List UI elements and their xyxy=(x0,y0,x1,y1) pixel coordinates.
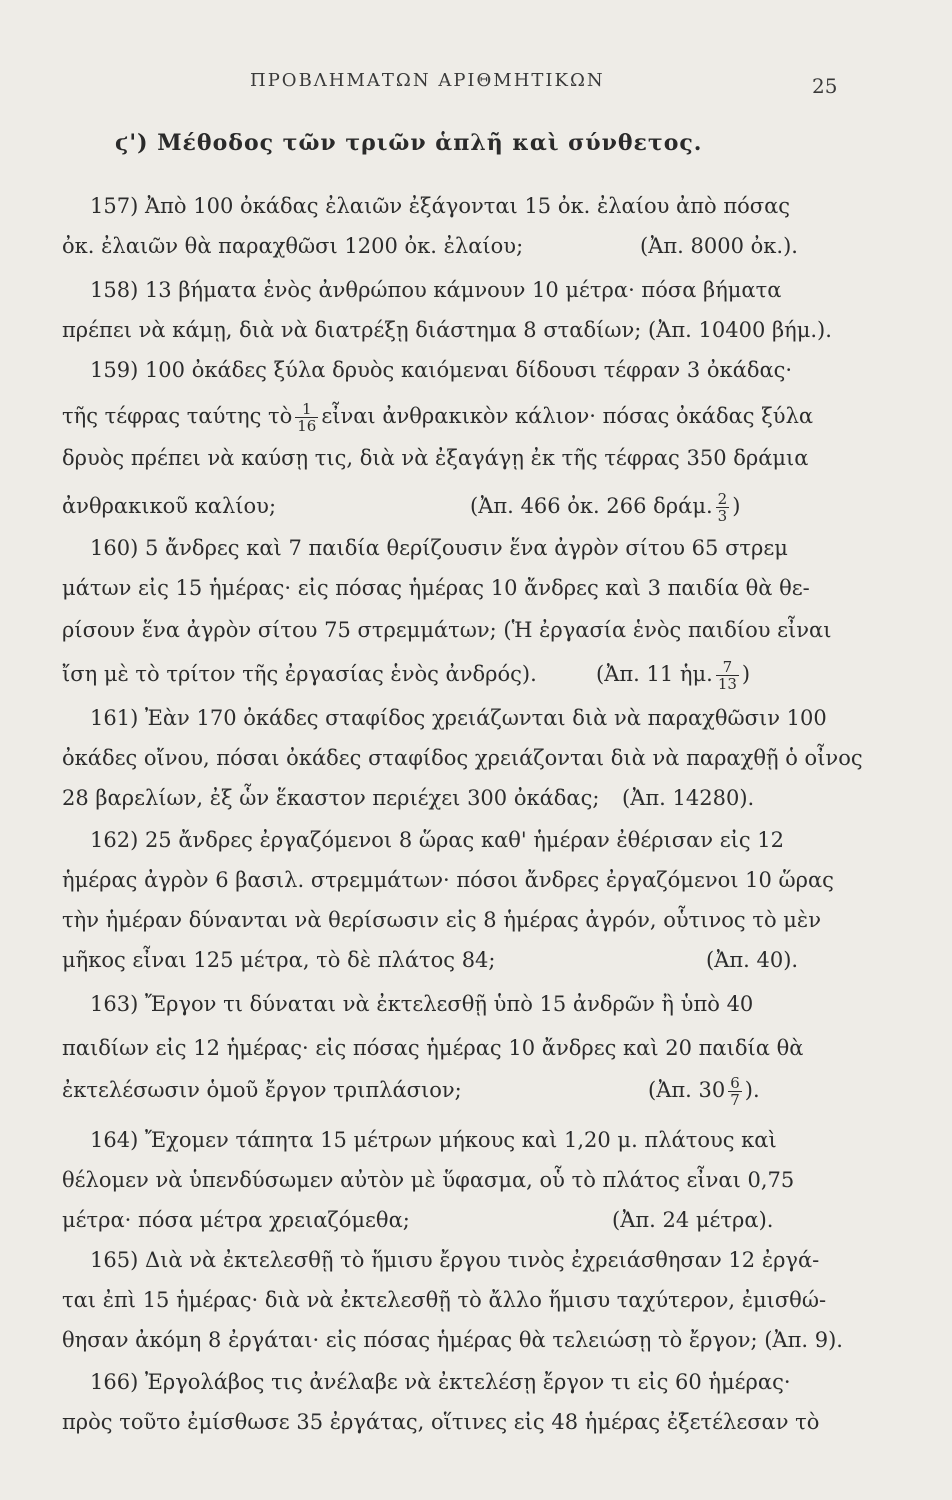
text-line xyxy=(0,228,952,264)
line-text: δρυὸς πρέπει νὰ καύσῃ τις, διὰ νὰ ἐξαγάγῃ ἐκ τῆς τέφρας 350 δράμια xyxy=(62,446,809,470)
line-text: ὀκ. ἐλαιῶν θὰ παραχθῶσι 1200 ὀκ. ἐλαίου; xyxy=(62,234,524,258)
fraction-numerator: 7 xyxy=(716,659,739,676)
text-line xyxy=(0,1282,952,1318)
line-text: παιδίων εἰς 12 ἡμέρας· εἰς πόσας ἡμέρας 10 ἄνδρες καὶ 20 παιδία θὰ xyxy=(62,1036,804,1060)
line-text: 166) Ἐργολάβος τις ἀνέλαβε νὰ ἐκτελέσῃ ἔργον τι εἰς 60 ἡμέρας· xyxy=(90,1370,791,1394)
answer-text: (Ἀπ. 8000 ὀκ.). xyxy=(640,234,798,258)
line-text: θησαν ἀκόμη 8 ἐργάται· εἰς πόσας ἡμέρας θὰ τελειώσῃ τὸ ἔργον; (Ἀπ. 9). xyxy=(62,1328,843,1352)
text-line xyxy=(0,488,952,524)
fraction-denominator: 3 xyxy=(717,507,728,525)
inline-fraction xyxy=(295,401,318,434)
fraction-denominator: 7 xyxy=(730,1091,740,1109)
line-text: πρέπει νὰ κάμῃ, διὰ νὰ διατρέξῃ διάστημα 8 σταδίων; (Ἀπ. 10400 βήμ.). xyxy=(62,318,832,342)
line-text: μάτων εἰς 15 ἡμέρας· εἰς πόσας ἡμέρας 10 ἄνδρες καὶ 3 παιδία θὰ θε- xyxy=(62,576,810,600)
fraction-denominator: 13 xyxy=(717,675,737,693)
line-text: 162) 25 ἄνδρες ἐργαζόμενοι 8 ὥρας καθ' ἡμέραν ἐθέρισαν εἰς 12 xyxy=(90,828,785,852)
fraction-denominator: 16 xyxy=(297,417,317,435)
page-number: 25 xyxy=(812,74,838,98)
text-line xyxy=(0,1122,952,1158)
line-text: τὴν ἡμέραν δύνανται νὰ θερίσωσιν εἰς 8 ἡμέρας ἀγρόν, οὗτινος τὸ μὲν xyxy=(62,908,821,932)
line-text: 28 βαρελίων, ἐξ ὧν ἕκαστον περιέχει 300 ὀκάδας; xyxy=(62,786,600,810)
text-line xyxy=(0,352,952,388)
text-line xyxy=(0,312,952,348)
line-text: 158) 13 βήματα ἑνὸς ἀνθρώπου κάμνουν 10 μέτρα· πόσα βήματα xyxy=(90,278,782,302)
text-line xyxy=(0,1202,952,1238)
text-line xyxy=(0,570,952,606)
line-text: 161) Ἐὰν 170 ὀκάδες σταφίδος χρειάζωνται διὰ νὰ παραχθῶσιν 100 xyxy=(90,706,827,730)
text-line xyxy=(0,1242,952,1278)
answer-fraction xyxy=(716,491,730,524)
line-text: 157) Ἀπὸ 100 ὀκάδας ἐλαιῶν ἐξάγονται 15 ὀκ. ἐλαίου ἀπὸ πόσας xyxy=(90,194,791,218)
text-line xyxy=(0,1322,952,1358)
text-line xyxy=(0,656,952,692)
answer-text: (Ἀπ. 24 μέτρα). xyxy=(612,1208,774,1232)
line-text: 159) 100 ὀκάδες ξύλα δρυὸς καιόμεναι δίδουσι τέφραν 3 ὀκάδας· xyxy=(90,358,793,382)
text-line xyxy=(0,1072,952,1108)
text-line xyxy=(0,1162,952,1198)
text-line xyxy=(0,612,952,648)
text-line xyxy=(0,862,952,898)
answer-text: (Ἀπ. 14280). xyxy=(622,786,755,810)
text-line xyxy=(0,986,952,1022)
line-text: 165) Διὰ νὰ ἐκτελεσθῇ τὸ ἥμισυ ἔργου τινὸς ἐχρειάσθησαν 12 ἐργά- xyxy=(90,1248,820,1272)
line-text: ἴση μὲ τὸ τρίτον τῆς ἐργασίας ἑνὸς ἀνδρός). xyxy=(62,662,537,686)
line-text: ἀνθρακικοῦ καλίου; xyxy=(62,494,277,518)
text-line xyxy=(0,398,952,434)
line-text: τῆς τέφρας ταύτης τὸ $\frac{1}{16}$ εἶναι ἀνθρακικὸν κάλιον· πόσας ὀκάδας ξύλα xyxy=(62,400,814,435)
line-text: ται ἐπὶ 15 ἡμέρας· διὰ νὰ ἐκτελεσθῇ τὸ ἄλλο ἥμισυ ταχύτερον, ἐμισθώ- xyxy=(62,1288,827,1312)
line-text: 163) Ἔργον τι δύναται νὰ ἐκτελεσθῇ ὑπὸ 15 ἀνδρῶν ἢ ὑπὸ 40 xyxy=(90,992,754,1016)
text-line xyxy=(0,780,952,816)
line-text: θέλομεν νὰ ὑπενδύσωμεν αὐτὸν μὲ ὕφασμα, οὗ τὸ πλάτος εἶναι 0,75 xyxy=(62,1168,795,1192)
text-line xyxy=(0,530,952,566)
line-text: ἐκτελέσωσιν ὁμοῦ ἔργον τριπλάσιον; xyxy=(62,1078,462,1102)
answer-text: (Ἀπ. 466 ὀκ. 266 δράμ. $\frac{2}{3}$ ) xyxy=(470,490,741,525)
section-heading: ϛ') Μέθοδος τῶν τριῶν ἁπλῆ καὶ σύνθετος. xyxy=(115,130,703,156)
fraction-numerator: 6 xyxy=(730,1074,740,1092)
text-line xyxy=(0,1030,952,1066)
line-text: μῆκος εἶναι 125 μέτρα, τὸ δὲ πλάτος 84; xyxy=(62,948,496,972)
line-text: ρίσουν ἕνα ἀγρὸν σίτου 75 στρεμμάτων; (Ἡ ἐργασία ἑνὸς παιδίου εἶναι xyxy=(62,618,832,642)
text-line xyxy=(0,188,952,224)
text-line xyxy=(0,1404,952,1440)
answer-text: (Ἀπ. 30 $\frac{6}{7}$ ). xyxy=(648,1074,760,1109)
text-line xyxy=(0,1364,952,1400)
text-line xyxy=(0,942,952,978)
answer-fraction xyxy=(716,659,739,692)
fraction-numerator: 2 xyxy=(717,490,728,508)
line-text: 164) Ἔχομεν τάπητα 15 μέτρων μήκους καὶ 1,20 μ. πλάτους καὶ xyxy=(90,1128,777,1152)
fraction-numerator: 1 xyxy=(295,401,318,418)
answer-text: (Ἀπ. 11 ἡμ. $\frac{7}{13}$ ) xyxy=(596,658,751,693)
text-line xyxy=(0,822,952,858)
text-line xyxy=(0,440,952,476)
text-line xyxy=(0,902,952,938)
text-line xyxy=(0,272,952,308)
line-text: ὀκάδες οἴνου, πόσαι ὀκάδες σταφίδος χρειάζονται διὰ νὰ παραχθῇ ὁ οἶνος xyxy=(62,746,863,770)
running-head: ΠΡΟΒΛΗΜΑΤΩΝ ΑΡΙΘΜΗΤΙΚΩΝ xyxy=(250,70,605,91)
answer-fraction xyxy=(728,1075,742,1108)
answer-text: (Ἀπ. 40). xyxy=(706,948,799,972)
text-line xyxy=(0,740,952,776)
line-text: μέτρα· πόσα μέτρα χρειαζόμεθα; xyxy=(62,1208,410,1232)
text-line xyxy=(0,700,952,736)
line-text: ἡμέρας ἀγρὸν 6 βασιλ. στρεμμάτων· πόσοι ἄνδρες ἐργαζόμενοι 10 ὥρας xyxy=(62,868,834,892)
line-text: 160) 5 ἄνδρες καὶ 7 παιδία θερίζουσιν ἕνα ἀγρὸν σίτου 65 στρεμ xyxy=(90,536,788,560)
line-text: πρὸς τοῦτο ἐμίσθωσε 35 ἐργάτας, οἵτινες εἰς 48 ἡμέρας ἐξετέλεσαν τὸ xyxy=(62,1410,820,1434)
